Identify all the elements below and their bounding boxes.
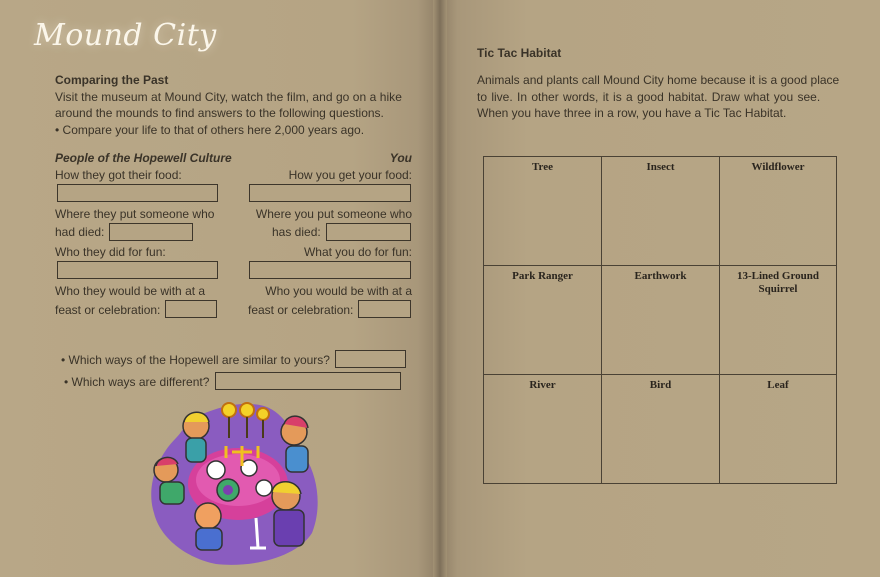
- fun-them-field[interactable]: [57, 261, 218, 279]
- died-you-field[interactable]: [326, 223, 411, 241]
- feast-them-label-1: Who they would be with at a: [55, 284, 206, 298]
- right-intro-line-2: to live. In other words, it is a good habitat. Draw what you see.: [477, 90, 821, 104]
- grid-cell-river[interactable]: River: [484, 375, 602, 483]
- grid-cell-wildflower[interactable]: Wildflower: [720, 157, 836, 266]
- grid-cell-leaf[interactable]: Leaf: [767, 379, 789, 391]
- died-you-label-2: has died:: [272, 225, 321, 239]
- feast-you-label-2: feast or celebration:: [248, 303, 354, 317]
- tic-tac-habitat-grid: [483, 156, 837, 484]
- died-them-label-2: had died:: [55, 225, 105, 239]
- grid-cell-ground-squirrel[interactable]: 13-Lined Ground Squirrel: [720, 266, 836, 375]
- book-spine: [433, 0, 447, 577]
- grid-cell-tree[interactable]: Tree: [484, 157, 602, 266]
- tic-tac-heading: Tic Tac Habitat: [477, 46, 562, 60]
- died-them-label-1: Where they put someone who: [55, 207, 215, 221]
- right-intro-line-1: Animals and plants call Mound City home because it is a good place: [477, 73, 840, 87]
- grid-cell-insect[interactable]: Insect: [602, 157, 720, 266]
- fun-you-label: What you do for fun:: [303, 245, 412, 259]
- feast-them-label-2: feast or celebration:: [55, 303, 161, 317]
- left-intro-line-1: Visit the museum at Mound City, watch the film, and go on a hike: [55, 90, 402, 104]
- left-intro-line-2: around the mounds to find answers to the following questions.: [55, 106, 384, 120]
- fun-you-field[interactable]: [249, 261, 411, 279]
- feast-you-field[interactable]: [358, 300, 411, 318]
- right-intro-line-3: When you have three in a row, you have a Tic Tac Habitat.: [477, 106, 787, 120]
- you-column-header: You: [389, 151, 412, 165]
- fun-them-label: Who they did for fun:: [55, 245, 166, 259]
- grid-cell-bird[interactable]: Bird: [602, 375, 720, 483]
- hopewell-feast-clipart: [146, 398, 322, 568]
- food-them-label: How they got their food:: [55, 168, 182, 182]
- similar-field[interactable]: [335, 350, 406, 368]
- hopewell-column-header: People of the Hopewell Culture: [55, 151, 232, 165]
- food-you-field[interactable]: [249, 184, 411, 202]
- food-them-field[interactable]: [57, 184, 218, 202]
- different-question: • Which ways are different?: [64, 375, 210, 389]
- mound-city-logo: Mound City: [34, 18, 217, 53]
- food-you-label: How you get your food:: [288, 168, 412, 182]
- feast-them-field[interactable]: [165, 300, 217, 318]
- compare-bullet: • Compare your life to that of others here 2,000 years ago.: [55, 123, 365, 137]
- feast-you-label-1: Who you would be with at a: [265, 284, 412, 298]
- different-field[interactable]: [215, 372, 401, 390]
- similar-question: • Which ways of the Hopewell are similar to yours?: [61, 353, 330, 367]
- comparing-heading: Comparing the Past: [55, 73, 169, 87]
- died-them-field[interactable]: [109, 223, 193, 241]
- died-you-label-1: Where you put someone who: [255, 207, 412, 221]
- grid-cell-park-ranger[interactable]: Park Ranger: [484, 266, 602, 375]
- grid-cell-earthwork[interactable]: Earthwork: [602, 266, 720, 375]
